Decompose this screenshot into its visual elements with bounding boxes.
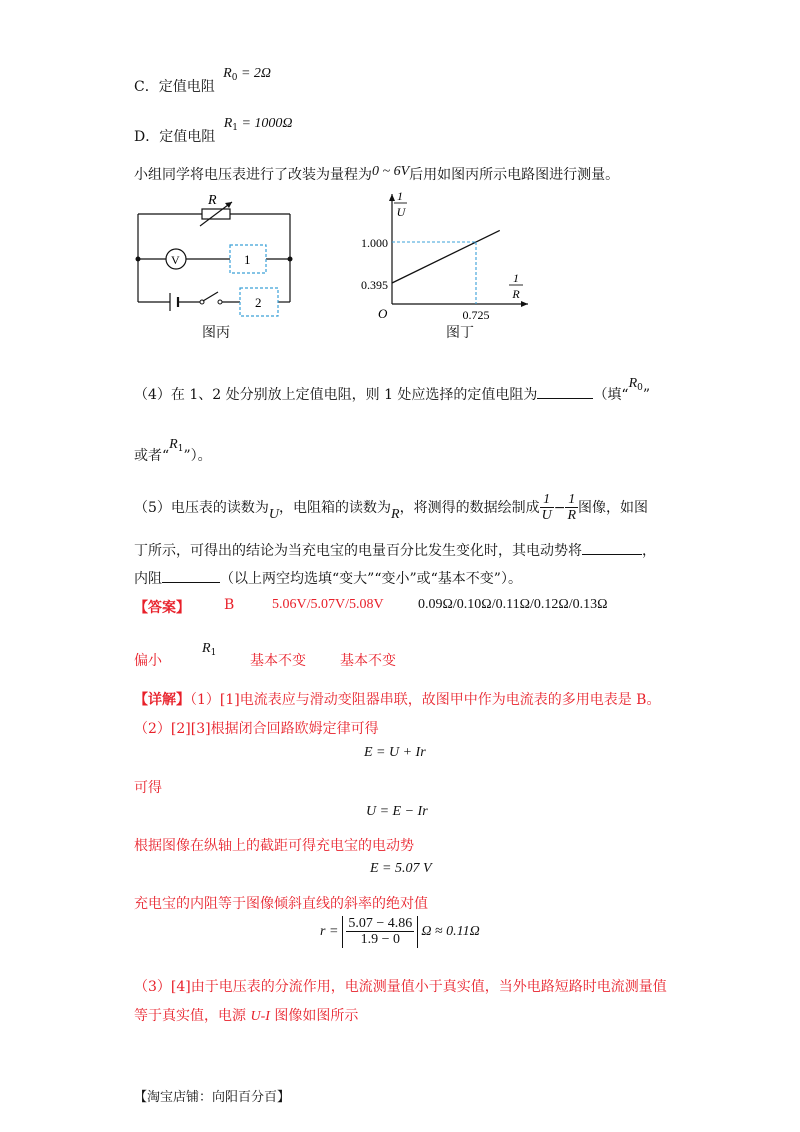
detail-p7-a: 等于真实值，电源 <box>134 1008 251 1024</box>
eq4-lhs: r = <box>320 923 339 939</box>
series-line <box>392 230 500 283</box>
q5-line2-end: ， <box>642 543 656 559</box>
detail-p3: 可得 <box>134 780 162 796</box>
detail-p1 <box>134 689 660 709</box>
q5-r-symbol: R <box>391 506 400 522</box>
answer-a3: 0.09Ω/0.10Ω/0.11Ω/0.12Ω/0.13Ω <box>418 597 608 612</box>
detail-p7 <box>134 1005 358 1025</box>
q4-r1-sub: 1 <box>177 444 184 454</box>
q5-u-symbol: U <box>268 506 280 522</box>
footer-shop: 【淘宝店铺：向阳百分百】 <box>134 1089 291 1104</box>
detail-p4: 根据图像在纵轴上的截距可得充电宝的电动势 <box>134 838 414 854</box>
x-label-den: R <box>512 287 520 301</box>
rheostat-label: R <box>208 193 217 208</box>
answer-a5-symbol: R <box>202 641 211 656</box>
option-c-value: = 2Ω <box>237 66 272 81</box>
q5-text-a: （5）电压表的读数为 <box>134 499 269 516</box>
option-c-label: C．定值电阻 <box>134 79 215 95</box>
equation-1: E = U + Ir <box>364 745 426 760</box>
y-label-den: U <box>396 205 406 219</box>
q5-blank-1 <box>582 542 642 555</box>
eq4-abs-bars <box>342 916 418 948</box>
q5-text-b: ，电阻箱的读数为 <box>279 499 392 516</box>
q4-r0-sub: 0 <box>637 383 643 393</box>
q4-r1-symbol: R <box>169 437 178 452</box>
intro-text-a: 小组同学将电压表进行了改装为量程为 <box>134 167 372 183</box>
answer-a4: 偏小 <box>134 653 162 669</box>
slot-2-label: 2 <box>255 295 262 310</box>
option-d <box>134 116 293 145</box>
option-d-value: = 1000Ω <box>237 116 293 131</box>
eq4-rhs: Ω ≈ 0.11Ω <box>421 923 480 939</box>
origin-label: O <box>378 306 388 321</box>
equation-4 <box>320 916 480 948</box>
voltmeter-label: V <box>171 253 180 267</box>
eq4-numerator: 5.07 − 4.86 <box>348 916 413 931</box>
answer-line1 <box>134 597 190 617</box>
q4-text-d: 或者“ <box>134 448 170 464</box>
question-5-line3 <box>134 568 522 588</box>
graph-caption: 图丁 <box>446 324 474 340</box>
option-d-subscript: 1 <box>232 123 238 133</box>
intro-line <box>134 164 619 184</box>
question-5-line2 <box>134 540 656 560</box>
x-label-num: 1 <box>513 271 519 285</box>
answer-a1: B <box>224 597 235 613</box>
option-c-symbol: R <box>223 66 232 81</box>
detail-p1-text: （1）[1]电流表应与滑动变阻器串联，故图甲中作为电流表的多用电表是 B。 <box>190 692 661 708</box>
q5-fraction-1-over-r: $\frac{1}{R}$ <box>567 492 577 524</box>
option-c-subscript: 0 <box>231 73 238 83</box>
circuit-diagram <box>130 190 300 340</box>
detail-p5: 充电宝的内阻等于图像倾斜直线的斜率的绝对值 <box>134 896 428 912</box>
q5-minus: − <box>553 499 566 516</box>
intro-range: 0 ~ 6V <box>372 164 410 179</box>
q5-line3-text: 内阻 <box>134 571 162 587</box>
q4-text-e: ”）。 <box>183 448 212 464</box>
q4-text-c: ” <box>642 387 651 403</box>
graph-ding <box>340 186 540 326</box>
equation-2: U = E − Ir <box>366 804 428 819</box>
question-4-line2 <box>134 437 212 466</box>
option-d-label: D．定值电阻 <box>134 129 216 145</box>
question-4-line1 <box>134 376 651 405</box>
eq4-fraction <box>346 916 414 948</box>
q5-line2-text: 丁所示，可得出的结论为当充电宝的电量百分比发生变化时，其电动势将 <box>134 543 582 559</box>
y-tick-high: 1.000 <box>361 236 388 250</box>
q4-text-a: （4）在 1、2 处分别放上定值电阻，则 1 处应选择的定值电阻为 <box>134 387 538 403</box>
q4-text-b: （填“ <box>593 387 629 403</box>
answer-a5-sub: 1 <box>210 648 217 658</box>
answer-a5 <box>202 640 216 658</box>
q5-line3-end: （以上两空均选填“变大”“变小”或“基本不变”）。 <box>220 571 522 587</box>
x-tick: 0.725 <box>462 308 490 322</box>
y-label-num: 1 <box>397 189 403 203</box>
question-5-line1 <box>134 492 648 524</box>
option-c <box>134 66 272 95</box>
q5-blank-2 <box>162 570 220 583</box>
switch-symbol <box>203 292 218 301</box>
circuit-caption: 图丙 <box>202 324 230 340</box>
detail-p6: （3）[4]由于电压表的分流作用，电流测量值小于真实值，当外电路短路时电流测量值 <box>134 979 667 995</box>
y-tick-low: 0.395 <box>361 278 388 292</box>
answer-a6: 基本不变 <box>250 653 306 669</box>
eq4-denominator: 1.9 − 0 <box>360 932 401 948</box>
q4-blank <box>537 386 593 399</box>
intro-text-b: 后用如图丙所示电路图进行测量。 <box>409 167 620 183</box>
answer-a2: 5.06V/5.07V/5.08V <box>272 597 384 612</box>
q4-r0-symbol: R <box>628 376 638 391</box>
equation-3: E = 5.07 V <box>370 861 432 876</box>
detail-p2: （2）[2][3]根据闭合回路欧姆定律可得 <box>134 721 379 737</box>
option-d-symbol: R <box>223 116 233 131</box>
q5-text-d: 图像，如图 <box>578 499 649 516</box>
detail-p7-b: 图像如图所示 <box>269 1008 359 1024</box>
slot-1-label: 1 <box>244 252 251 267</box>
q5-text-c: ，将测得的数据绘制成 <box>399 499 540 516</box>
detail-label: 【详解】 <box>134 692 190 708</box>
q5-fraction-1-over-u: $\frac{1}{U}$ <box>541 492 552 524</box>
answer-label: 【答案】 <box>134 600 190 616</box>
answer-a7: 基本不变 <box>340 653 396 669</box>
detail-p7-ui: U-I <box>250 1009 270 1024</box>
